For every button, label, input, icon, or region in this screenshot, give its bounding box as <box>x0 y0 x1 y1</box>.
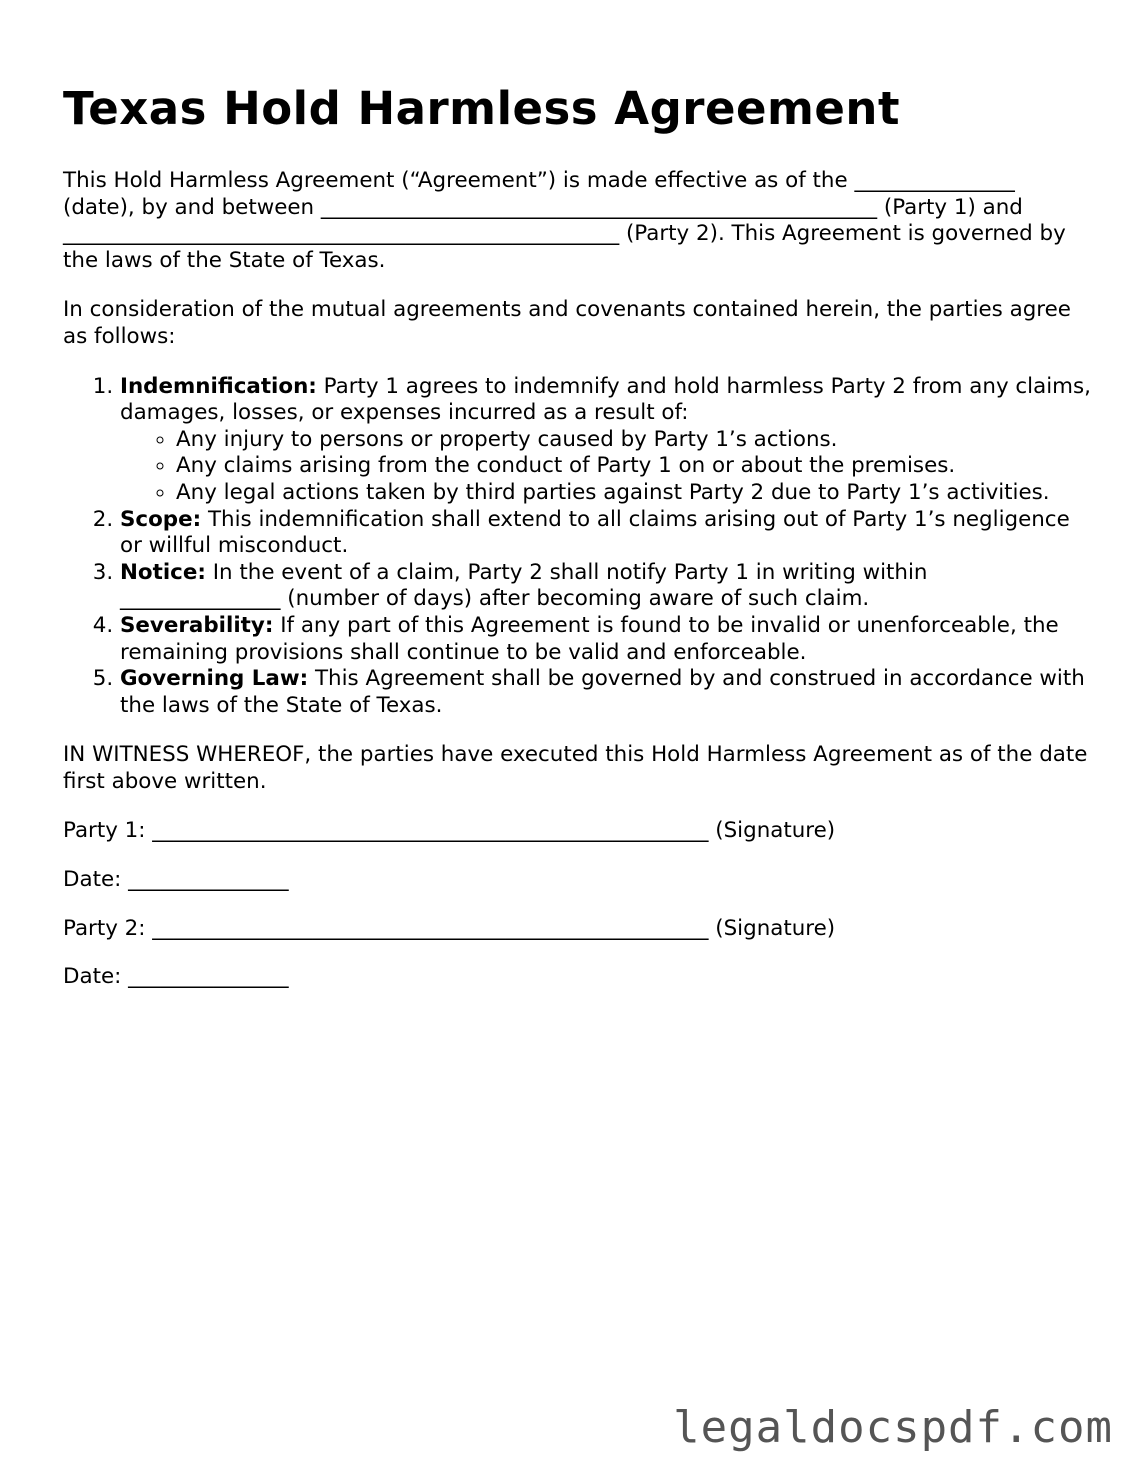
intro-paragraph: This Hold Harmless Agreement (“Agreement”) is made effective as of the _______________ (date), by and between ____________________________________________________ (Party 1) and ____________________________________________________ (Party 2). This Agreement is governed by the laws of the State of Texas. <box>63 168 1066 273</box>
consideration-paragraph: In consideration of the mutual agreements and covenants contained herein, the parties agree as follows: <box>63 297 1071 349</box>
subitem-injury: ◦ Any injury to persons or property caused by Party 1’s actions. <box>176 427 1093 454</box>
party2-signature-line: Party 2: ____________________________________________________ (Signature) <box>63 915 836 941</box>
party2-date-line: Date: _______________ <box>63 964 289 990</box>
clause-severability <box>120 613 1093 666</box>
clause-text: In the event of a claim, Party 2 shall notify Party 1 in writing within _______________ (number of days) after becoming aware of such claim. <box>120 559 928 612</box>
clause-notice <box>120 560 1093 613</box>
clause-scope <box>120 507 1093 560</box>
clause-term: Indemnification: <box>120 373 317 399</box>
party1-signature-line: Party 1: ____________________________________________________ (Signature) <box>63 818 836 844</box>
subitem-conduct: ◦ Any claims arising from the conduct of Party 1 on or about the premises. <box>176 453 1093 480</box>
witness-paragraph: IN WITNESS WHEREOF, the parties have executed this Hold Harmless Agreement as of the date first above written. <box>63 742 1088 794</box>
clause-term: Scope: <box>120 506 202 532</box>
document-title: Texas Hold Harmless Agreement <box>63 82 900 135</box>
party1-date-line: Date: _______________ <box>63 867 289 893</box>
clause-indemnification <box>120 374 1093 507</box>
subitem-legal-actions: ◦ Any legal actions taken by third parties against Party 2 due to Party 1’s activities. <box>176 480 1093 507</box>
indemnification-subitems <box>120 427 1093 507</box>
clauses-list <box>63 374 1093 720</box>
clause-governing-law <box>120 666 1093 719</box>
clause-term: Governing Law: <box>120 666 309 692</box>
clause-text: Party 1 agrees to indemnify and hold harmless Party 2 from any claims, damages, losses, or expenses incurred as a result of: <box>120 373 1091 426</box>
clause-term: Severability: <box>120 612 274 638</box>
clause-text: If any part of this Agreement is found to be invalid or unenforceable, the remaining provisions shall continue to be valid and enforceable. <box>120 612 1059 665</box>
watermark: legaldocspdf.com <box>673 1402 1113 1453</box>
clause-term: Notice: <box>120 559 206 585</box>
clause-text: This indemnification shall extend to all claims arising out of Party 1’s negligence or willful misconduct. <box>120 506 1070 559</box>
document-page <box>63 78 1093 1013</box>
clause-text: This Agreement shall be governed by and construed in accordance with the laws of the State of Texas. <box>120 666 1085 718</box>
